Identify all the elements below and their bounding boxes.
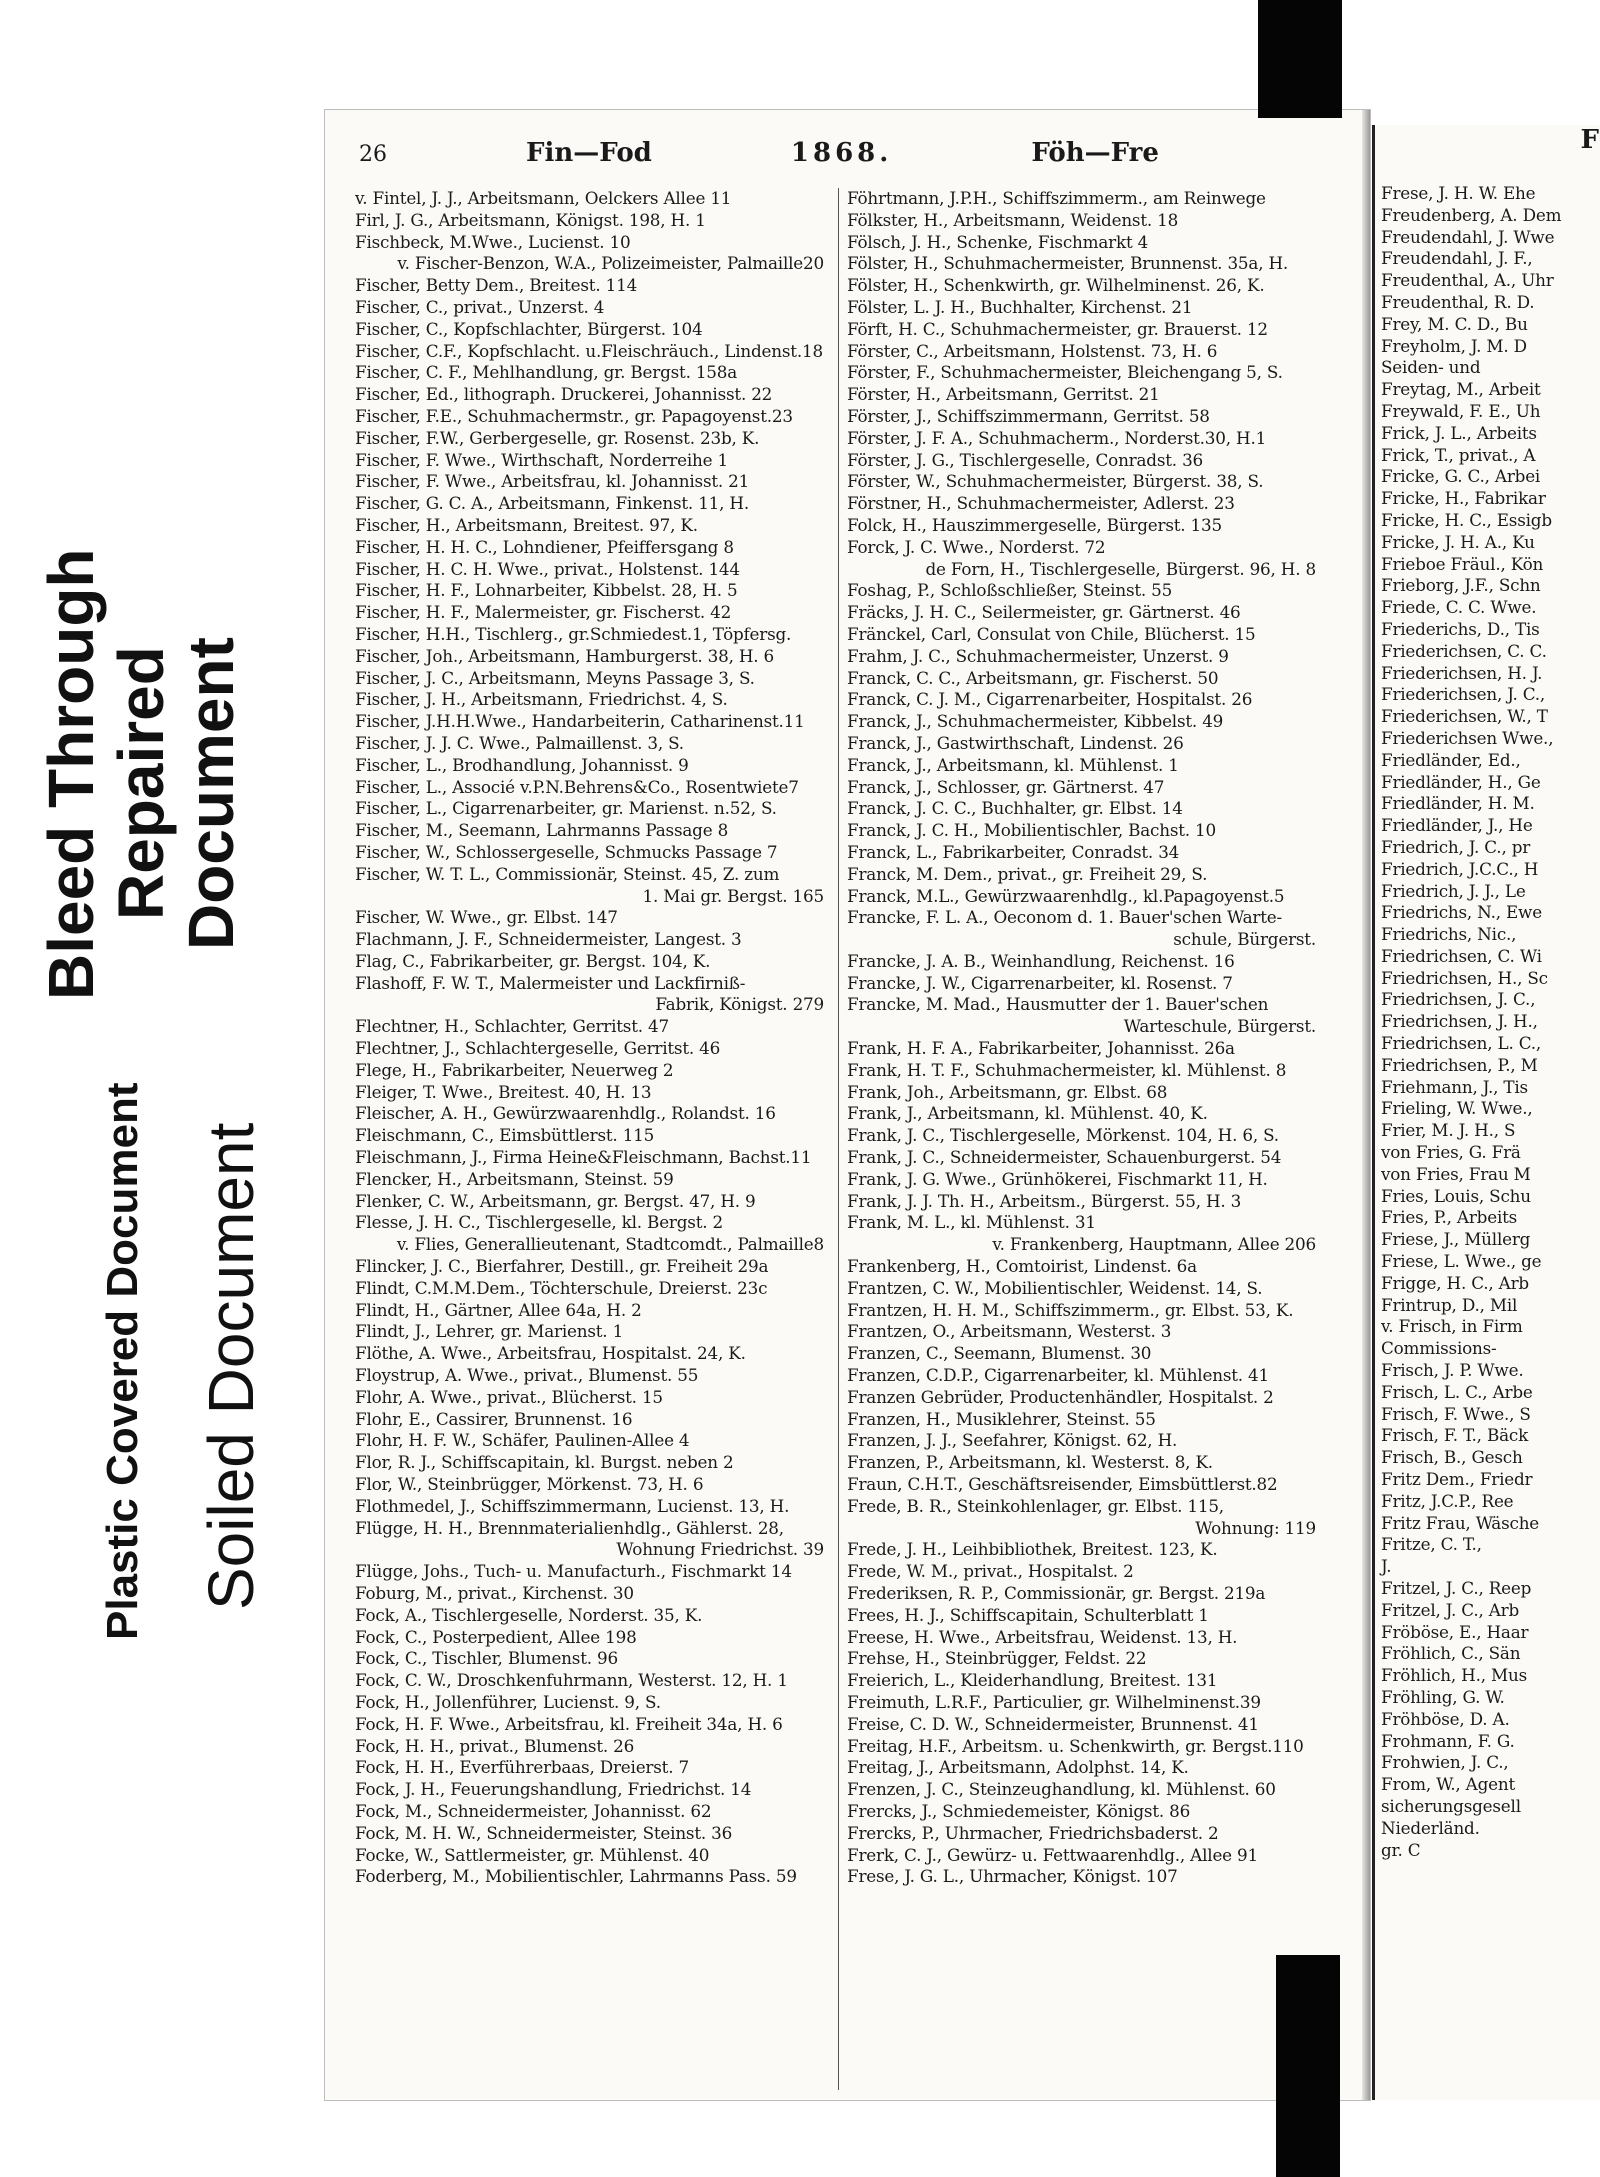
directory-entry: Fröhlich, C., Sän xyxy=(1381,1643,1521,1664)
directory-entry: Fölster, L. J. H., Buchhalter, Kirchenst. 21 xyxy=(847,296,1193,317)
directory-entry: Fock, M., Schneidermeister, Johannisst. 62 xyxy=(355,1800,712,1821)
directory-entry: Fischer, J.H.H.Wwe., Handarbeiterin, Catharinenst.11 xyxy=(355,711,805,732)
directory-entry: Frank, J. C., Schneidermeister, Schauenburgerst. 54 xyxy=(847,1147,1282,1168)
directory-entry: v. Flies, Generallieutenant, Stadtcomdt., Palmaille8 xyxy=(396,1234,824,1255)
directory-entry: Friederichsen Wwe., xyxy=(1381,727,1554,748)
directory-entry: Fölkster, H., Arbeitsmann, Weidenst. 18 xyxy=(847,209,1179,230)
directory-entry: Flechtner, H., Schlachter, Gerritst. 47 xyxy=(355,1016,669,1037)
directory-entry: Fischbeck, M.Wwe., Lucienst. 10 xyxy=(355,231,631,252)
directory-entry: Franck, L., Fabrikarbeiter, Conradst. 34 xyxy=(847,841,1180,862)
directory-entry: Fricke, G. C., Arbei xyxy=(1381,466,1541,487)
directory-entry: Fischer, F. Wwe., Wirthschaft, Norderreihe 1 xyxy=(355,449,728,470)
directory-entry: Frercks, P., Uhrmacher, Friedrichsbaderst. 2 xyxy=(847,1822,1219,1843)
directory-entry: Frieborg, J.F., Schn xyxy=(1381,575,1541,596)
directory-entry: Francke, F. L. A., Oeconom d. 1. Bauer'schen Warte- xyxy=(847,907,1282,928)
directory-entry: Förster, J. F. A., Schuhmacherm., Norderst.30, H.1 xyxy=(847,427,1267,448)
directory-entry: Flor, R. J., Schiffscapitain, kl. Burgst. neben 2 xyxy=(355,1452,734,1473)
directory-entry: Fischer, L., Cigarrenarbeiter, gr. Marienst. n.52, S. xyxy=(355,798,777,819)
directory-entry: Flindt, J., Lehrer, gr. Marienst. 1 xyxy=(355,1321,624,1342)
directory-entry: Flincker, J. C., Bierfahrer, Destill., gr. Freiheit 29a xyxy=(355,1256,769,1277)
directory-entry: Frese, J. G. L., Uhrmacher, Königst. 107 xyxy=(847,1866,1178,1887)
directory-entry: Franzen, P., Arbeitsmann, kl. Westerst. 8, K. xyxy=(847,1452,1213,1473)
directory-entry: Francke, J. A. B., Weinhandlung, Reichenst. 16 xyxy=(847,950,1235,971)
directory-entry: Frahm, J. C., Schuhmachermeister, Unzerst. 9 xyxy=(847,645,1229,666)
directory-entry: Fischer, L., Brodhandlung, Johannisst. 9 xyxy=(355,754,689,775)
directory-entry: Förstner, H., Schuhmachermeister, Adlerst. 23 xyxy=(847,493,1235,514)
directory-entry: Freyholm, J. M. D xyxy=(1381,335,1527,356)
directory-entry: Frisch, F. Wwe., S xyxy=(1381,1403,1531,1424)
directory-page xyxy=(325,110,1370,2100)
directory-entry: Fischer, W. Wwe., gr. Elbst. 147 xyxy=(355,907,618,928)
directory-entry: Förster, J. G., Tischlergeselle, Conradst. 36 xyxy=(847,449,1204,470)
stamp-plastic-covered: Plastic Covered Document xyxy=(98,1082,147,1640)
directory-entry: Fischer, H. F., Lohnarbeiter, Kibbelst. 28, H. 5 xyxy=(355,580,738,601)
directory-entry: Wohnung Friedrichst. 39 xyxy=(616,1539,824,1560)
stamp-repaired: Repaired xyxy=(105,646,177,920)
directory-entry: Fock, H., Jollenführer, Lucienst. 9, S. xyxy=(355,1691,661,1712)
directory-entry: Freywald, F. E., Uh xyxy=(1381,400,1541,421)
directory-entry: Fritzel, J. C., Reep xyxy=(1381,1578,1532,1598)
directory-entry: v. Frisch, in Firm xyxy=(1381,1316,1523,1337)
directory-entry: J. xyxy=(1381,1556,1392,1577)
page-gutter xyxy=(1362,110,1370,2100)
directory-entry: Fischer, H. H. C., Lohndiener, Pfeiffersgang 8 xyxy=(355,536,734,557)
directory-entry: Foderberg, M., Mobilientischler, Lahrmanns Pass. 59 xyxy=(355,1866,797,1887)
directory-entry: Fock, C., Posterpedient, Allee 198 xyxy=(355,1626,637,1647)
directory-entry: Flügge, H. H., Brennmaterialienhdlg., Gählerst. 28, xyxy=(355,1517,784,1538)
directory-entry: Folck, H., Hauszimmergeselle, Bürgerst. 135 xyxy=(847,514,1222,535)
directory-entry: Freitag, H.F., Arbeitsm. u. Schenkwirth, gr. Bergst.110 xyxy=(847,1735,1304,1756)
directory-entry: Frisch, L. C., Arbe xyxy=(1381,1381,1533,1402)
directory-entry: Flöthe, A. Wwe., Arbeitsfrau, Hospitalst. 24, K. xyxy=(355,1343,746,1364)
directory-entry: Frede, B. R., Steinkohlenlager, gr. Elbst. 115, xyxy=(847,1495,1224,1516)
directory-entry: Freitag, J., Arbeitsmann, Adolphst. 14, K. xyxy=(847,1757,1189,1778)
directory-entry: Frese, J. H. W. Ehe xyxy=(1381,183,1536,203)
directory-entry: Friederichsen, J. C., xyxy=(1381,684,1546,705)
directory-entry: Flohr, H. F. W., Schäfer, Paulinen-Allee 4 xyxy=(355,1430,690,1451)
directory-entry: Freudenberg, A. Dem xyxy=(1381,204,1562,225)
directory-entry: Frick, T., privat., A xyxy=(1381,444,1536,465)
page-number: 26 xyxy=(359,142,387,167)
directory-entry: Friedländer, J., He xyxy=(1381,815,1533,836)
directory-entry: Frigge, H. C., Arb xyxy=(1381,1272,1529,1293)
directory-entry: Friederichs, D., Tis xyxy=(1381,618,1540,639)
directory-entry: Fock, C. W., Droschkenfuhrmann, Westerst. 12, H. 1 xyxy=(355,1670,788,1691)
directory-entry: Fock, C., Tischler, Blumenst. 96 xyxy=(355,1648,618,1669)
directory-entry: Fischer, Ed., lithograph. Druckerei, Johannisst. 22 xyxy=(355,384,773,405)
directory-entry: Fraun, C.H.T., Geschäftsreisender, Eimsbüttlerst.82 xyxy=(847,1474,1278,1495)
directory-entry: Fischer, W. T. L., Commissionär, Steinst. 45, Z. zum xyxy=(355,863,780,884)
directory-entry: Freudenthal, A., Uhr xyxy=(1381,270,1554,291)
directory-entry: Franck, C. C., Arbeitsmann, gr. Fischerst. 50 xyxy=(847,667,1219,688)
directory-entry: Fischer, Joh., Arbeitsmann, Hamburgerst. 38, H. 6 xyxy=(355,645,775,666)
directory-entry: Flindt, H., Gärtner, Allee 64a, H. 2 xyxy=(355,1299,642,1320)
directory-entry: Fischer, H., Arbeitsmann, Breitest. 97, K. xyxy=(355,514,698,535)
directory-entry: Fock, H. H., privat., Blumenst. 26 xyxy=(355,1735,635,1756)
directory-entry: Friedrichs, N., Ewe xyxy=(1381,902,1542,923)
directory-entry: Frank, H. F. A., Fabrikarbeiter, Johannisst. 26a xyxy=(847,1038,1235,1059)
directory-entry: Francke, J. W., Cigarrenarbeiter, kl. Rosenst. 7 xyxy=(847,972,1233,993)
directory-entry: Förster, H., Arbeitsmann, Gerritst. 21 xyxy=(847,384,1160,405)
directory-entry: Friese, J., Müllerg xyxy=(1381,1229,1531,1250)
directory-entry: Friedrichsen, L. C., xyxy=(1381,1033,1542,1054)
directory-entry: 1. Mai gr. Bergst. 165 xyxy=(642,885,824,906)
directory-entry: Fock, J. H., Feuerungshandlung, Friedrichst. 14 xyxy=(355,1779,752,1800)
directory-entry: Fricke, H., Fabrikar xyxy=(1381,488,1546,509)
directory-entry: Flencker, H., Arbeitsmann, Steinst. 59 xyxy=(355,1168,674,1189)
directory-entry: Flechtner, J., Schlachtergeselle, Gerritst. 46 xyxy=(355,1038,721,1059)
directory-entry: gr. C xyxy=(1381,1839,1421,1860)
directory-entry: Niederländ. xyxy=(1381,1817,1480,1838)
directory-entry: Focke, W., Sattlermeister, gr. Mühlenst. 40 xyxy=(355,1844,710,1865)
directory-entry: Friedrichsen, H., Sc xyxy=(1381,967,1548,988)
directory-entry: Flege, H., Fabrikarbeiter, Neuerweg 2 xyxy=(355,1059,674,1080)
directory-entry: Frede, J. H., Leihbibliothek, Breitest. 123, K. xyxy=(847,1539,1218,1560)
directory-entry: sicherungsgesell xyxy=(1381,1795,1521,1816)
directory-entry: Friehmann, J., Tis xyxy=(1381,1076,1528,1097)
directory-entry: Fröhling, G. W. xyxy=(1381,1686,1505,1707)
directory-entry: Franck, J., Schlosser, gr. Gärtnerst. 47 xyxy=(847,776,1165,797)
directory-entry: Friederichsen, H. J. xyxy=(1381,662,1543,683)
directory-entry: Fischer, W., Schlossergeselle, Schmucks Passage 7 xyxy=(355,841,778,862)
directory-entry: Fleischer, A. H., Gewürzwaarenhdlg., Rolandst. 16 xyxy=(355,1103,776,1124)
column-right xyxy=(838,188,1330,2090)
directory-entry: Frankenberg, H., Comtoirist, Lindenst. 6a xyxy=(847,1256,1197,1277)
directory-entry: Frank, J. C., Tischlergeselle, Mörkenst. 104, H. 6, S. xyxy=(847,1125,1279,1146)
column-left xyxy=(347,188,838,2090)
directory-entry: Friedländer, H. M. xyxy=(1381,793,1535,814)
directory-entry: Fröhböse, D. A. xyxy=(1381,1708,1510,1729)
directory-entry: Fock, A., Tischlergeselle, Norderst. 35, K. xyxy=(355,1604,703,1625)
directory-entry: Fischer, J. J. C. Wwe., Palmaillenst. 3, S. xyxy=(355,732,684,753)
directory-entry: Frantzen, H. H. M., Schiffszimmerm., gr. Elbst. 53, K. xyxy=(847,1299,1294,1320)
directory-entry: Floystrup, A. Wwe., privat., Blumenst. 55 xyxy=(355,1365,699,1386)
directory-entry: Friedrich, J.C.C., H xyxy=(1381,858,1539,879)
directory-entry: Foburg, M., privat., Kirchenst. 30 xyxy=(355,1583,634,1603)
directory-entry: Freese, H. Wwe., Arbeitsfrau, Weidenst. 13, H. xyxy=(847,1626,1238,1647)
directory-entry: Fischer, J. C., Arbeitsmann, Meyns Passage 3, S. xyxy=(355,667,755,688)
directory-entry: Frohwien, J. C., xyxy=(1381,1752,1509,1773)
directory-entry: Fritz Dem., Friedr xyxy=(1381,1469,1533,1490)
scan-bar-bottom xyxy=(1276,1955,1340,2177)
right-range: Föh—Fre xyxy=(1031,138,1159,168)
directory-entry: Frenzen, J. C., Steinzeughandlung, kl. Mühlenst. 60 xyxy=(847,1779,1276,1800)
directory-entry: Flag, C., Fabrikarbeiter, gr. Bergst. 104, K. xyxy=(355,950,711,971)
directory-entry: Freise, C. D. W., Schneidermeister, Brunnenst. 41 xyxy=(847,1713,1259,1734)
directory-entry: Fritze, C. T., xyxy=(1381,1534,1482,1555)
directory-entry: Fischer, M., Seemann, Lahrmanns Passage 8 xyxy=(355,820,729,841)
directory-entry: Fölster, H., Schuhmachermeister, Brunnenst. 35a, H. xyxy=(847,253,1289,274)
directory-entry: Fränckel, Carl, Consulat von Chile, Blücherst. 15 xyxy=(847,623,1256,644)
directory-entry: Fischer, H.H., Tischlerg., gr.Schmiedest.1, Töpfersg. xyxy=(355,623,792,644)
directory-entry: Franzen, C., Seemann, Blumenst. 30 xyxy=(847,1343,1152,1364)
directory-entry: Frieboe Fräul., Kön xyxy=(1381,553,1544,574)
directory-entry: Fischer, H. F., Malermeister, gr. Fischerst. 42 xyxy=(355,602,732,623)
directory-entry: Frisch, J. P. Wwe. xyxy=(1381,1360,1524,1381)
directory-entry: schule, Bürgerst. xyxy=(1173,929,1316,950)
directory-entry: Fischer, F.W., Gerbergeselle, gr. Rosenst. 23b, K. xyxy=(355,427,760,448)
year: 1868. xyxy=(790,138,893,168)
directory-entry: Friederichsen, C. C. xyxy=(1381,640,1547,661)
directory-entry: Frintrup, D., Mil xyxy=(1381,1294,1518,1315)
directory-entry: Friedländer, Ed., xyxy=(1381,749,1521,770)
directory-entry: Flindt, C.M.M.Dem., Töchterschule, Dreierst. 23c xyxy=(355,1277,768,1298)
directory-entry: Frieling, W. Wwe., xyxy=(1381,1098,1533,1119)
directory-entry: Fischer, C., Kopfschlachter, Bürgerst. 104 xyxy=(355,318,703,339)
directory-entry: Fischer, C. F., Mehlhandlung, gr. Bergst. 158a xyxy=(355,362,738,383)
directory-entry: Friese, L. Wwe., ge xyxy=(1381,1251,1542,1272)
stamp-soiled: Soiled Document xyxy=(195,1122,267,1610)
directory-entry: Firl, J. G., Arbeitsmann, Königst. 198, H. 1 xyxy=(355,209,706,230)
next-page-header: F xyxy=(1580,125,1599,155)
directory-entry: von Fries, G. Frä xyxy=(1381,1142,1521,1163)
directory-entry: Frank, J., Arbeitsmann, kl. Mühlenst. 40, K. xyxy=(847,1103,1208,1124)
directory-entry: Förster, C., Arbeitsmann, Holstenst. 73, H. 6 xyxy=(847,340,1218,361)
scan-bar-top xyxy=(1258,0,1342,118)
next-page-column xyxy=(1375,183,1600,1861)
directory-entry: Frank, M. L., kl. Mühlenst. 31 xyxy=(847,1212,1096,1233)
directory-entry: Friedrichsen, C. Wi xyxy=(1381,945,1542,966)
directory-entry: Foshag, P., Schloßschließer, Steinst. 55 xyxy=(847,580,1173,601)
directory-entry: Freierich, L., Kleiderhandlung, Breitest. 131 xyxy=(847,1670,1218,1691)
directory-entry: Frede, W. M., privat., Hospitalst. 2 xyxy=(847,1561,1134,1582)
directory-entry: Fock, M. H. W., Schneidermeister, Steinst. 36 xyxy=(355,1822,733,1843)
directory-entry: Franck, J. C. H., Mobilientischler, Bachst. 10 xyxy=(847,820,1217,841)
directory-entry: Frisch, B., Gesch xyxy=(1381,1447,1523,1468)
directory-entry: Franzen Gebrüder, Productenhändler, Hospitalst. 2 xyxy=(847,1386,1274,1407)
directory-entry: Flohr, E., Cassirer, Brunnenst. 16 xyxy=(355,1408,633,1429)
left-range: Fin—Fod xyxy=(526,138,652,168)
directory-entry: Förft, H. C., Schuhmachermeister, gr. Brauerst. 12 xyxy=(847,318,1268,339)
directory-entry: Freytag, M., Arbeit xyxy=(1381,379,1541,400)
directory-entry: Fries, Louis, Schu xyxy=(1381,1185,1531,1206)
directory-entry: Franck, M.L., Gewürzwaarenhdlg., kl.Papagoyenst.5 xyxy=(847,885,1285,906)
directory-entry: Forck, J. C. Wwe., Norderst. 72 xyxy=(847,536,1106,557)
directory-entry: Flor, W., Steinbrügger, Mörkenst. 73, H. 6 xyxy=(355,1474,704,1495)
directory-entry: Wohnung: 119 xyxy=(1195,1517,1316,1538)
directory-entry: v. Fischer-Benzon, W.A., Polizeimeister, Palmaille20 xyxy=(397,253,824,274)
directory-entry: von Fries, Frau M xyxy=(1381,1163,1531,1184)
directory-entry: Friedrichsen, J. C., xyxy=(1381,989,1536,1010)
directory-entry: Fock, H. F. Wwe., Arbeitsfrau, kl. Freiheit 34a, H. 6 xyxy=(355,1713,783,1734)
directory-entry: Frederiksen, R. P., Commissionär, gr. Bergst. 219a xyxy=(847,1583,1266,1603)
directory-entry: Fricke, H. C., Essigb xyxy=(1381,509,1552,530)
directory-entry: Fritz, J.C.P., Ree xyxy=(1381,1490,1514,1511)
directory-entry: Flothmedel, J., Schiffszimmermann, Lucienst. 13, H. xyxy=(355,1495,790,1516)
directory-entry: Föhrtmann, J.P.H., Schiffszimmerm., am Reinwege xyxy=(847,188,1266,208)
directory-entry: Fischer, L., Associé v.P.N.Behrens&Co., Rosentwiete7 xyxy=(355,776,799,797)
stamp-bleed-through: Bleed Through xyxy=(35,548,107,1000)
directory-entry: Frerk, C. J., Gewürz- u. Fettwaarenhdlg., Allee 91 xyxy=(847,1844,1258,1865)
directory-entry: Fleiger, T. Wwe., Breitest. 40, H. 13 xyxy=(355,1081,652,1102)
directory-entry: Francke, M. Mad., Hausmutter der 1. Bauer'schen xyxy=(847,994,1269,1015)
directory-entry: Fischer, H. C. H. Wwe., privat., Holstenst. 144 xyxy=(355,558,740,579)
directory-entry: Frank, H. T. F., Schuhmachermeister, kl. Mühlenst. 8 xyxy=(847,1059,1287,1080)
directory-entry: Friedrich, J. C., pr xyxy=(1381,836,1531,857)
directory-entry: Franck, M. Dem., privat., gr. Freiheit 29, S. xyxy=(847,863,1208,884)
directory-entry: Fries, P., Arbeits xyxy=(1381,1207,1518,1228)
directory-entry: Flashoff, F. W. T., Malermeister und Lackfirniß- xyxy=(355,972,746,993)
directory-entry: Flachmann, J. F., Schneidermeister, Langest. 3 xyxy=(355,929,742,950)
page-header xyxy=(347,138,1330,174)
directory-entry: Fischer, F. Wwe., Arbeitsfrau, kl. Johannisst. 21 xyxy=(355,471,750,492)
directory-entry: Friedrichsen, P., M xyxy=(1381,1054,1538,1075)
directory-entry: Flenker, C. W., Arbeitsmann, gr. Bergst. 47, H. 9 xyxy=(355,1190,756,1211)
directory-entry: Frercks, J., Schmiedemeister, Königst. 86 xyxy=(847,1800,1191,1821)
directory-entry: Flügge, Johs., Tuch- u. Manufacturh., Fischmarkt 14 xyxy=(355,1561,792,1582)
directory-entry: Friedrichsen, J. H., xyxy=(1381,1011,1538,1032)
directory-entry: Frantzen, C. W., Mobilientischler, Weidenst. 14, S. xyxy=(847,1277,1263,1298)
directory-entry: v. Fintel, J. J., Arbeitsmann, Oelckers Allee 11 xyxy=(355,188,732,208)
directory-entry: Fischer, F.E., Schuhmachermstr., gr. Papagoyenst.23 xyxy=(355,405,793,426)
directory-entry: Fleischmann, J., Firma Heine&Fleischmann, Bachst.11 xyxy=(355,1147,812,1168)
directory-entry: From, W., Agent xyxy=(1381,1774,1516,1795)
next-page xyxy=(1372,125,1600,2100)
directory-entry: Fritzel, J. C., Arb xyxy=(1381,1599,1520,1620)
directory-entry: Flesse, J. H. C., Tischlergeselle, kl. Bergst. 2 xyxy=(355,1212,723,1233)
directory-entry: Freudenthal, R. D. xyxy=(1381,291,1535,312)
directory-entry: Franzen, J. J., Seefahrer, Königst. 62, H. xyxy=(847,1430,1178,1451)
directory-entry: Fischer, J. H., Arbeitsmann, Friedrichst. 4, S. xyxy=(355,689,728,710)
directory-entry: Commissions- xyxy=(1381,1338,1497,1359)
directory-entry: Friede, C. C. Wwe. xyxy=(1381,597,1537,618)
stamp-document: Document xyxy=(175,637,247,950)
directory-entry: Fölsch, J. H., Schenke, Fischmarkt 4 xyxy=(847,231,1149,252)
directory-entry: Frick, J. L., Arbeits xyxy=(1381,422,1537,443)
directory-entry: Franck, J. C. C., Buchhalter, gr. Elbst. 14 xyxy=(847,798,1183,819)
directory-entry: Flohr, A. Wwe., privat., Blücherst. 15 xyxy=(355,1386,663,1407)
directory-entry: Freudendahl, J. F., xyxy=(1381,248,1533,269)
directory-entry: Förster, J., Schiffszimmermann, Gerritst. 58 xyxy=(847,405,1210,426)
directory-entry: Fröböse, E., Haar xyxy=(1381,1621,1529,1642)
directory-entry: Franck, C. J. M., Cigarrenarbeiter, Hospitalst. 26 xyxy=(847,689,1253,710)
directory-entry: Friederichsen, W., T xyxy=(1381,706,1548,727)
directory-entry: Fritz Frau, Wäsche xyxy=(1381,1512,1540,1533)
directory-entry: Friedrich, J. J., Le xyxy=(1381,880,1526,901)
directory-entry: de Forn, H., Tischlergeselle, Bürgerst. 96, H. 8 xyxy=(925,558,1316,579)
directory-entry: Fräcks, J. H. C., Seilermeister, gr. Gärtnerst. 46 xyxy=(847,602,1241,623)
directory-entry: Freudendahl, J. Wwe xyxy=(1381,226,1555,247)
directory-entry: Fricke, J. H. A., Ku xyxy=(1381,531,1535,552)
directory-entry: Frier, M. J. H., S xyxy=(1381,1120,1516,1141)
directory-entry: Förster, W., Schuhmachermeister, Bürgerst. 38, S. xyxy=(847,471,1264,492)
directory-entry: Frisch, F. T., Bäck xyxy=(1381,1425,1529,1446)
directory-entry: Frank, J. G. Wwe., Grünhökerei, Fischmarkt 11, H. xyxy=(847,1168,1268,1189)
directory-entry: v. Frankenberg, Hauptmann, Allee 206 xyxy=(992,1234,1316,1255)
directory-entry: Fröhlich, H., Mus xyxy=(1381,1665,1528,1686)
directory-entry: Fischer, Betty Dem., Breitest. 114 xyxy=(355,275,638,296)
directory-entry: Seiden- und xyxy=(1381,357,1481,378)
directory-entry: Franck, J., Gastwirthschaft, Lindenst. 26 xyxy=(847,732,1184,753)
directory-entry: Warteschule, Bürgerst. xyxy=(1123,1016,1316,1037)
directory-entry: Friedrichs, Nic., xyxy=(1381,924,1517,945)
directory-entry: Franck, J., Schuhmachermeister, Kibbelst. 49 xyxy=(847,711,1224,732)
directory-entry: Freimuth, L.R.F., Particulier, gr. Wilhelminenst.39 xyxy=(847,1691,1261,1712)
directory-entry: Friedländer, H., Ge xyxy=(1381,771,1541,792)
directory-entry: Frohmann, F. G. xyxy=(1381,1730,1515,1751)
directory-entry: Fock, H. H., Everführerbaas, Dreierst. 7 xyxy=(355,1757,689,1778)
directory-entry: Fischer, C.F., Kopfschlacht. u.Fleischräuch., Lindenst.18 xyxy=(355,340,823,361)
directory-entry: Fleischmann, C., Eimsbüttlerst. 115 xyxy=(355,1125,655,1146)
directory-entry: Frank, J. J. Th. H., Arbeitsm., Bürgerst. 55, H. 3 xyxy=(847,1190,1242,1211)
directory-entry: Franzen, H., Musiklehrer, Steinst. 55 xyxy=(847,1408,1156,1429)
directory-entry: Förster, F., Schuhmachermeister, Bleichengang 5, S. xyxy=(847,362,1283,383)
directory-entry: Frehse, H., Steinbrügger, Feldst. 22 xyxy=(847,1648,1147,1669)
directory-entry: Franzen, C.D.P., Cigarrenarbeiter, kl. Mühlenst. 41 xyxy=(847,1365,1269,1386)
directory-entry: Franck, J., Arbeitsmann, kl. Mühlenst. 1 xyxy=(847,754,1179,775)
directory-entry: Frey, M. C. D., Bu xyxy=(1381,313,1528,334)
directory-entry: Fabrik, Königst. 279 xyxy=(655,994,824,1015)
directory-entry: Fölster, H., Schenkwirth, gr. Wilhelminenst. 26, K. xyxy=(847,275,1265,296)
directory-entry: Frank, Joh., Arbeitsmann, gr. Elbst. 68 xyxy=(847,1081,1168,1102)
directory-entry: Frees, H. J., Schiffscapitain, Schulterblatt 1 xyxy=(847,1604,1209,1625)
directory-entry: Fischer, C., privat., Unzerst. 4 xyxy=(355,296,605,317)
directory-entry: Fischer, G. C. A., Arbeitsmann, Finkenst. 11, H. xyxy=(355,493,749,514)
directory-entry: Frantzen, O., Arbeitsmann, Westerst. 3 xyxy=(847,1321,1172,1342)
